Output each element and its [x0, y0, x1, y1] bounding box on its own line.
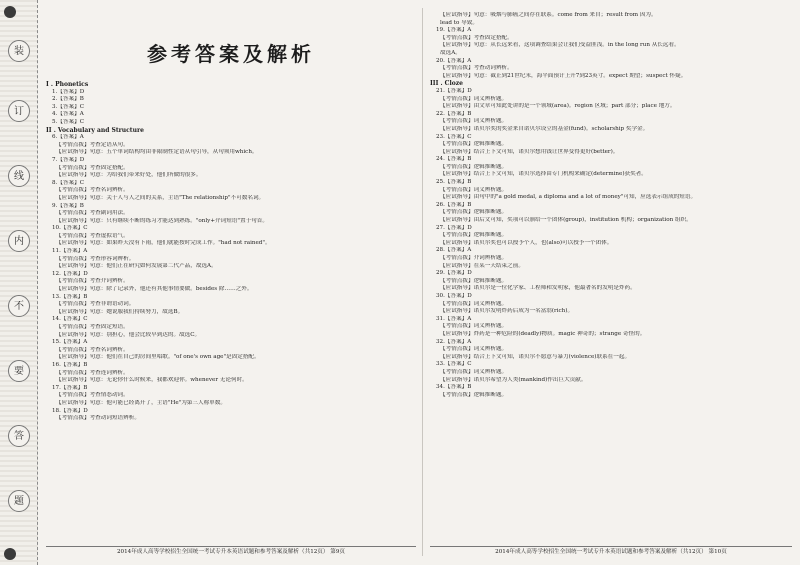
answer-line: 【考情点拨】考查固定搭配。: [440, 34, 513, 41]
answer-line: 【应试指导】句意：只有继续不断的练习才能达到熟练。"only+介词短语"置于句首。: [56, 217, 268, 224]
answer-line: 【应试指导】诺贝尔发明炸药后成为一名富翁(rich)。: [440, 308, 574, 315]
answer-line: 【应试指导】句意：从长远来看，这项调查结果会让我们受益匪浅。in the long run 从长远看。: [440, 42, 680, 49]
answer-line: 26.【答案】B: [436, 201, 472, 208]
answer-line: 【考情点拨】词义辨析题。: [440, 118, 508, 125]
answer-line: 【考情点拨】词义辨析题。: [440, 300, 508, 307]
answer-line: 【考情点拨】考查名词辨析。: [56, 187, 129, 194]
answer-line: 【应试指导】句意：截止到21世纪末，海平面预计上升7到23英寸。expect 期望；suspect 怀疑。: [440, 72, 687, 79]
answer-line: 19.【答案】A: [436, 27, 472, 34]
answer-line: 27.【答案】D: [436, 224, 472, 231]
answer-line: 33.【答案】C: [436, 361, 472, 368]
left-page: [46, 8, 416, 558]
answer-line: 21.【答案】D: [436, 87, 472, 94]
answer-line: 7.【答案】D: [52, 156, 85, 163]
right-page-footer: 2014年成人高等学校招生全国统一考试专升本英语试题和参考答案及解析（共12页） 第10页: [430, 546, 792, 558]
answer-line: 24.【答案】B: [436, 156, 472, 163]
answer-line: 16.【答案】B: [52, 361, 88, 368]
answer-line: 【应试指导】诺贝尔是一位化学家、工程师和发明家，他最著名的发明是炸药。: [440, 285, 636, 292]
section-heading: III . Cloze: [430, 80, 463, 88]
answer-line: 【应试指导】句意：如果昨天没有下雨，他们就能按时完成工作。"had not rained"。: [56, 240, 271, 247]
answer-line: 4.【答案】A: [52, 111, 84, 118]
answer-line: 【应试指导】炸药是一种危险的(deadly)物质。magic 神奇的；strange 奇怪的。: [440, 330, 646, 337]
answer-line: 13.【答案】B: [52, 293, 88, 300]
answer-line: 6.【答案】A: [52, 134, 84, 141]
answer-line: 【应试指导】由句中的"a gold medal, a diploma and a lot of money"可知，应选表示组成的短语。: [440, 194, 697, 201]
answer-line: 30.【答案】D: [436, 292, 472, 299]
right-page: [430, 8, 792, 558]
answer-line: 【考情点拨】逻辑推断题。: [440, 209, 508, 216]
answer-line: 【应试指导】句意：为给我们带来好处，他们所做的很多。: [56, 172, 202, 179]
answer-line: 【应试指导】诺贝尔希望为人类(mankind)作出巨大贡献。: [440, 376, 587, 383]
answer-line: 【考情点拨】考查固定搭配。: [56, 164, 129, 171]
answer-line: 【应试指导】句意：别担心，他会比较早到达的。故选C。: [56, 331, 201, 338]
answer-line: 29.【答案】D: [436, 270, 472, 277]
answer-line: 【考情点拨】介词辨析题。: [440, 255, 508, 261]
left-page-footer: 2014年成人高等学校招生全国统一考试专升本英语试题和参考答案及解析（共12页） 第9页: [46, 546, 416, 558]
binding-margin: [0, 0, 38, 565]
answer-line: 【考情点拨】词义辨析题。: [440, 323, 508, 330]
punch-hole-icon: [4, 548, 16, 560]
answer-line: 8.【答案】C: [52, 179, 84, 186]
answer-line: 【应试指导】由后文可知，奖项可以颁给一个团体(group)，institution 机构；organization 组织。: [440, 217, 692, 224]
answer-line: 【考情点拨】逻辑推断题。: [440, 141, 508, 148]
answer-line: 17.【答案】B: [52, 384, 88, 391]
answer-line: 【应试指导】在某一天结束之前。: [440, 262, 524, 269]
margin-mark: 线: [8, 165, 30, 187]
answer-line: 【应试指导】由文章可知此处讲的是一个领域(area)。region 区域；part 部分；place 地方。: [440, 103, 676, 110]
margin-mark: 不: [8, 295, 30, 317]
answer-line: 5.【答案】C: [52, 118, 84, 125]
right-page-body: [430, 8, 792, 399]
margin-mark: 订: [8, 100, 30, 122]
answer-line: 1.【答案】D: [52, 88, 85, 95]
answer-line: 【应试指导】句意：他可能已经离开了，主语"He"为第三人称单数。: [56, 399, 226, 406]
answer-line: 18.【答案】D: [52, 407, 88, 414]
answer-line: 【考情点拨】逻辑推断题。: [440, 277, 508, 284]
answer-line: 【应试指导】句意：五个单词结构均由非限制性定语从句引导，从句须用which。: [56, 149, 258, 156]
answer-line: 【考情点拨】考查名词辨析。: [56, 346, 129, 353]
section-heading: II . Vocabulary and Structure: [46, 126, 144, 134]
answer-line: 22.【答案】B: [436, 110, 472, 117]
answer-line: 32.【答案】A: [436, 338, 472, 345]
answer-line: 【应试指导】句意：吸烟与肺癌之间存在联系。come from 来自；result from 因为。: [440, 12, 657, 18]
answer-line: 【应试指导】结合上下文可知，诺贝尔不愿意与暴力(violence)联系在一起。: [440, 353, 631, 360]
answer-line: 11.【答案】A: [52, 248, 88, 255]
left-page-body: [46, 81, 416, 423]
answer-line: 2.【答案】B: [52, 96, 84, 103]
answer-line: 【考情点拨】考查情态动词。: [56, 392, 129, 399]
answer-line: 【考情点拨】考查副词用法。: [56, 210, 129, 217]
answer-line: 【考情点拨】词义辨析题。: [440, 346, 508, 353]
answer-line: 20.【答案】A: [436, 57, 472, 64]
answer-line: 28.【答案】A: [436, 247, 472, 254]
answer-line: 【应试指导】诺贝尔奖也可以授予个人，也(also)可以授予一个团体。: [440, 239, 613, 246]
answer-line: 31.【答案】A: [436, 315, 472, 322]
margin-mark: 要: [8, 360, 30, 382]
answer-line: 【考情点拨】考查固定短语。: [56, 324, 129, 330]
answer-line: 【考情点拨】考查动词辨析。: [440, 65, 513, 72]
page-divider: [422, 8, 423, 556]
answer-line: 【应试指导】句意：他们在自己的房间里唱歌。"of one's own age"是固定搭配。: [56, 354, 260, 361]
answer-line: lead to 导致。: [440, 19, 478, 26]
answer-line: 【考情点拨】考查形容词辨析。: [56, 255, 135, 262]
answer-line: 【考情点拨】考查虚拟语气。: [56, 232, 129, 239]
answer-line: 【考情点拨】词义辨析题。: [440, 368, 508, 375]
answer-line: 故选A。: [440, 49, 461, 56]
answer-line: 23.【答案】C: [436, 133, 472, 140]
answer-line: 【应试指导】诺贝尔奖的奖金来自诺贝尔设立的基金(fund)。scholarship 奖学金。: [440, 125, 649, 132]
answer-line: 14.【答案】C: [52, 316, 88, 323]
answer-line: 【应试指导】句意：她说服我们持续努力，故选B。: [56, 308, 184, 315]
section-heading: I . Phonetics: [46, 81, 89, 88]
answer-line: 15.【答案】A: [52, 339, 88, 346]
answer-line: 【应试指导】句意：关于人与人之间的关系，主语"The relationship"不可数名词。: [56, 194, 265, 201]
margin-mark: 内: [8, 230, 30, 252]
answer-line: 【考情点拨】考查连词辨析。: [56, 369, 129, 376]
answer-line: 3.【答案】C: [52, 103, 84, 110]
answer-line: 【应试指导】句意：无论你什么时候来，我都欢迎你。whenever 无论何时。: [56, 377, 248, 384]
margin-mark: 题: [8, 490, 30, 512]
answer-line: 【考情点拨】考查非谓语动词。: [56, 301, 135, 308]
answer-line: 【考情点拨】逻辑推断题。: [440, 391, 508, 398]
answer-line: 34.【答案】B: [436, 384, 472, 391]
answer-line: 12.【答案】D: [52, 270, 88, 277]
page-title: 参考答案及解析: [147, 42, 315, 66]
answer-line: 25.【答案】B: [436, 179, 472, 186]
answer-line: 【考情点拨】逻辑推断题。: [440, 232, 508, 239]
answer-line: 【应试指导】结合上下文可知，诺贝尔想用钱让世界变得更好(better)。: [440, 148, 619, 155]
answer-line: 【考情点拨】考查定语从句。: [56, 141, 129, 148]
margin-mark: 装: [8, 40, 30, 62]
answer-line: 【考情点拨】词义辨析题。: [440, 95, 508, 102]
answer-line: 【考情点拨】词义辨析题。: [440, 186, 508, 193]
answer-line: 10.【答案】C: [52, 225, 88, 232]
answer-line: 【考情点拨】逻辑推断题。: [440, 163, 508, 170]
answer-line: 【考情点拨】考查动词短语辨析。: [56, 415, 140, 422]
answer-line: 【应试指导】结合上下文可知，诺贝尔选择由专门机构来确定(determine)获奖者。: [440, 171, 647, 178]
answer-line: 【应试指导】句意：他们正在研究如何发展第二代产品，故选A。: [56, 263, 217, 270]
answer-line: 【考情点拨】考查介词辨析。: [56, 278, 129, 285]
margin-mark: 答: [8, 425, 30, 447]
punch-hole-icon: [4, 6, 16, 18]
answer-line: 【应试指导】句意：除了记录外，他还有其他事情要做。besides 除……之外。: [56, 286, 253, 293]
answer-line: 9.【答案】B: [52, 202, 84, 209]
